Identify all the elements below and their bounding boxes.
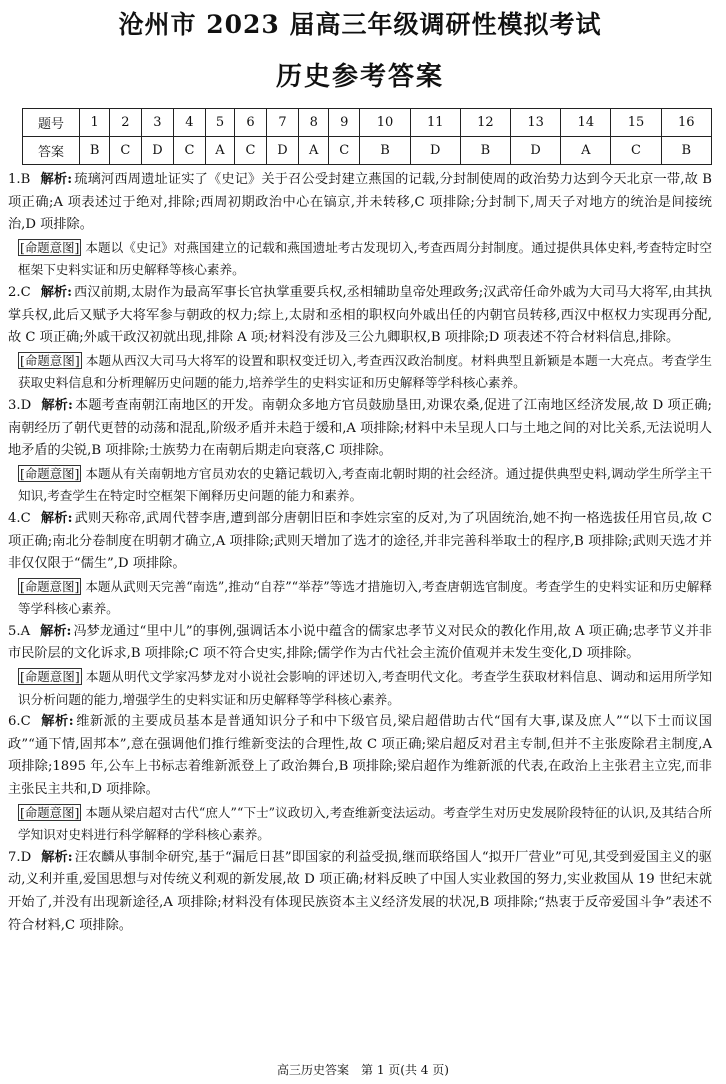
intent-label: [命题意图] [20,578,80,594]
question-number-cell: 13 [511,109,561,137]
analysis-label: 解析: [41,397,73,413]
answer-cell: D [266,137,299,165]
question-number-cell: 2 [110,109,141,137]
intent-text: 本题从明代文学家冯梦龙对小说社会影响的评述切入,考查明代文化。考查学生获取材料信息、调动和运用所学知识分析问题的能力,增强学生的史料实证和历史解释等学科核心素养。 [18,669,712,707]
answer-cell: B [80,137,110,165]
intent-text: 本题从有关南朝地方官员劝农的史籍记载切入,考查南北朝时期的社会经济。通过提供典型史料,调动学生所学主干知识,考查学生在特定时空框架下阐释历史问题的能力和素养。 [18,465,712,504]
intent-label: [命题意图] [20,239,80,255]
answer-cell: C [235,137,266,165]
question-number-header: 题号 [23,109,80,137]
answer-letter: C [20,284,31,300]
intent-paragraph [18,350,712,395]
document-subtitle: 历史参考答案 [275,62,444,92]
question-number-cell: 15 [611,109,661,137]
question-number: 4. [8,510,21,526]
analysis-text: 西汉前期,太尉作为最高军事长官执掌重要兵权,丞相辅助皇帝处理政务;汉武帝任命外戚为大司马大将军,由其执掌兵权,此后又赋予大将军参与朝政的权力;综上,太尉和丞相的职权向外戚出任的内朝官员转移,西汉中枢权力实现再分配,故 C 项正确;外戚干政汉初就出现,排除 A 项;材料没有涉及三公九卿职权,B 项排除;D 项表述不符合材料信息,排除。 [8,284,712,346]
intent-paragraph [18,237,712,282]
intent-text: 本题从西汉大司马大将军的设置和职权变迁切入,考查西汉政治制度。材料典型且新颖是本题一大亮点。考查学生获取史料信息和分析理解历史问题的能力,培养学生的史料实证和历史解释等学科核心素养。 [18,352,712,391]
analysis-text: 汪农麟从事制伞研究,基于“漏卮日甚”即国家的利益受损,继而联络国人“拟开厂营业”可见,其受到爱国主义的驱动,义利并重,爱国思想与对传统义利观的新发展,故 D 项正确;材料反映了中国人实业救国的努力,实业救国从 19 世纪末就开始了,并没有出现新途径,A 项排除;材料没有体现民族资本主义经济发展的状况,B 项排除;“热衷于反帝爱国斗争”表述不符合材料,C 项排除。 [8,849,712,933]
question-explanation [8,621,712,666]
answer-letter: C [20,510,31,526]
intent-label: [命题意图] [20,352,80,368]
answer-cell: A [299,137,329,165]
question-number-cell: 9 [329,109,360,137]
intent-paragraph [18,463,712,508]
question-explanation [8,169,712,237]
question-number-cell: 11 [410,109,460,137]
question-explanation [8,847,712,937]
intent-paragraph [18,576,712,621]
answer-letter: C [20,714,31,730]
analysis-text: 本题考查南朝江南地区的开发。南朝众多地方官员鼓励垦田,劝课农桑,促进了江南地区经济发展,故 D 项正确;南朝经历了朝代更替的动荡和混乱,阶级矛盾并未趋于缓和,A 项排除;材料中未呈现人口与土地之间的对比关系,无法说明人地矛盾的尖锐,B 项排除;士族势力在南朝后期走向衰落,C 项排除。 [8,397,712,459]
analysis-label: 解析: [40,172,73,187]
question-number: 7. [8,849,21,865]
question-explanation [8,711,712,801]
answer-letter: D [20,397,32,413]
answer-cell: A [561,137,611,165]
question-number-cell: 7 [266,109,299,137]
question-number-cell: 4 [174,109,205,137]
answer-cell: B [661,137,711,165]
question-number: 1. [8,172,21,187]
answer-letter: A [20,623,31,639]
question-explanation [8,395,712,463]
answer-cell: D [410,137,460,165]
intent-text: 本题从梁启超对古代“庶人”“下士”议政切入,考查维新变法运动。考查学生对历史发展阶段特征的认识,及其结合所学知识对史料进行科学解释的学科核心素养。 [18,804,712,843]
question-number-cell: 3 [141,109,174,137]
intent-paragraph [18,666,712,711]
answer-letter: D [20,849,32,865]
page-footer: 高三历史答案 第 1 页(共 4 页) [277,1063,449,1077]
answer-cell: B [360,137,410,165]
analysis-text: 琉璃河西周遗址证实了《史记》关于召公受封建立燕国的记载,分封制使周的政治势力达到今天北京一带,故 B 项正确;A 项表述过于绝对,排除;西周初期政治中心在镐京,并未转移,C 项排除;分封制下,周天子对地方的统治是间接统治,D 项排除。 [8,172,713,233]
question-number-cell: 6 [235,109,266,137]
question-number: 2. [8,284,21,300]
analysis-label: 解析: [40,284,72,300]
question-number-cell: 5 [205,109,235,137]
analysis-text: 维新派的主要成员基本是普通知识分子和中下级官员,梁启超借助古代“国有大事,谋及庶人”“以下士而议国政”“通下情,固邦本”,意在强调他们推行维新变法的合理性,故 C 项正确;梁启超反对君主专制,但并不主张废除君主制度,A 项排除;1895 年,公车上书标志着维新派登上了政治舞台,B 项排除;梁启超作为维新派的代表,在政治上主张君主立宪,而非主张民主共和,D 项排除。 [8,714,712,798]
intent-label: [命题意图] [20,804,80,820]
question-number: 5. [8,623,21,639]
question-number-row [23,109,712,137]
question-number-cell: 16 [661,109,711,137]
exam-title: 沧州市 2023 届高三年级调研性模拟考试 [118,10,602,39]
answer-cell: C [329,137,360,165]
intent-label: [命题意图] [20,465,80,481]
answer-cell: B [460,137,510,165]
answer-letter: B [20,172,31,187]
question-number-cell: 8 [299,109,329,137]
question-number: 3. [8,397,21,413]
analysis-label: 解析: [40,623,72,639]
question-number-cell: 10 [360,109,410,137]
answer-cell: C [174,137,205,165]
answer-cell: D [511,137,561,165]
analysis-label: 解析: [40,510,73,526]
answer-cell: D [141,137,174,165]
intent-text: 本题以《史记》对燕国建立的记载和燕国遗址考古发现切入,考查西周分封制度。通过提供具体史料,考查特定时空框架下史料实证和历史解释等核心素养。 [18,239,712,278]
answer-header: 答案 [23,137,80,165]
analysis-label: 解析: [40,714,74,730]
question-explanation [8,282,712,350]
answer-row [23,137,712,165]
answer-cell: A [205,137,235,165]
answer-table [22,108,712,165]
answer-cell: C [611,137,661,165]
question-number: 6. [8,714,21,730]
question-number-cell: 12 [460,109,510,137]
intent-label: [命题意图] [20,669,80,685]
intent-paragraph [18,802,712,847]
answer-cell: C [110,137,141,165]
question-number-cell: 1 [80,109,110,137]
intent-text: 本题从武则天完善“南选”,推动“自荐”“举荐”等选才措施切入,考查唐朝选官制度。考查学生的史料实证和历史解释等学科核心素养。 [18,578,713,617]
analysis-label: 解析: [41,849,73,865]
question-explanation [8,508,712,576]
explanations [8,169,712,937]
analysis-text: 武则天称帝,武周代替李唐,遭到部分唐朝旧臣和李姓宗室的反对,为了巩固统治,她不拘一格选拔任用官员,故 C 项正确;南北分卷制度在明朝才确立,A 项排除;武则天增加了选才的途径,并非完善科举取士的程序,B 项排除;武则天选才并非仅仅限于“儒生”,D 项排除。 [8,510,712,572]
question-number-cell: 14 [561,109,611,137]
analysis-text: 冯梦龙通过“里中儿”的事例,强调话本小说中蕴含的儒家忠孝节义对民众的教化作用,故 A 项正确;忠孝节义并非市民阶层的文化诉求,B 项排除;C 项不符合史实,排除;儒学作为古代社会主流价值观并未发生变化,D 项排除。 [8,623,712,662]
